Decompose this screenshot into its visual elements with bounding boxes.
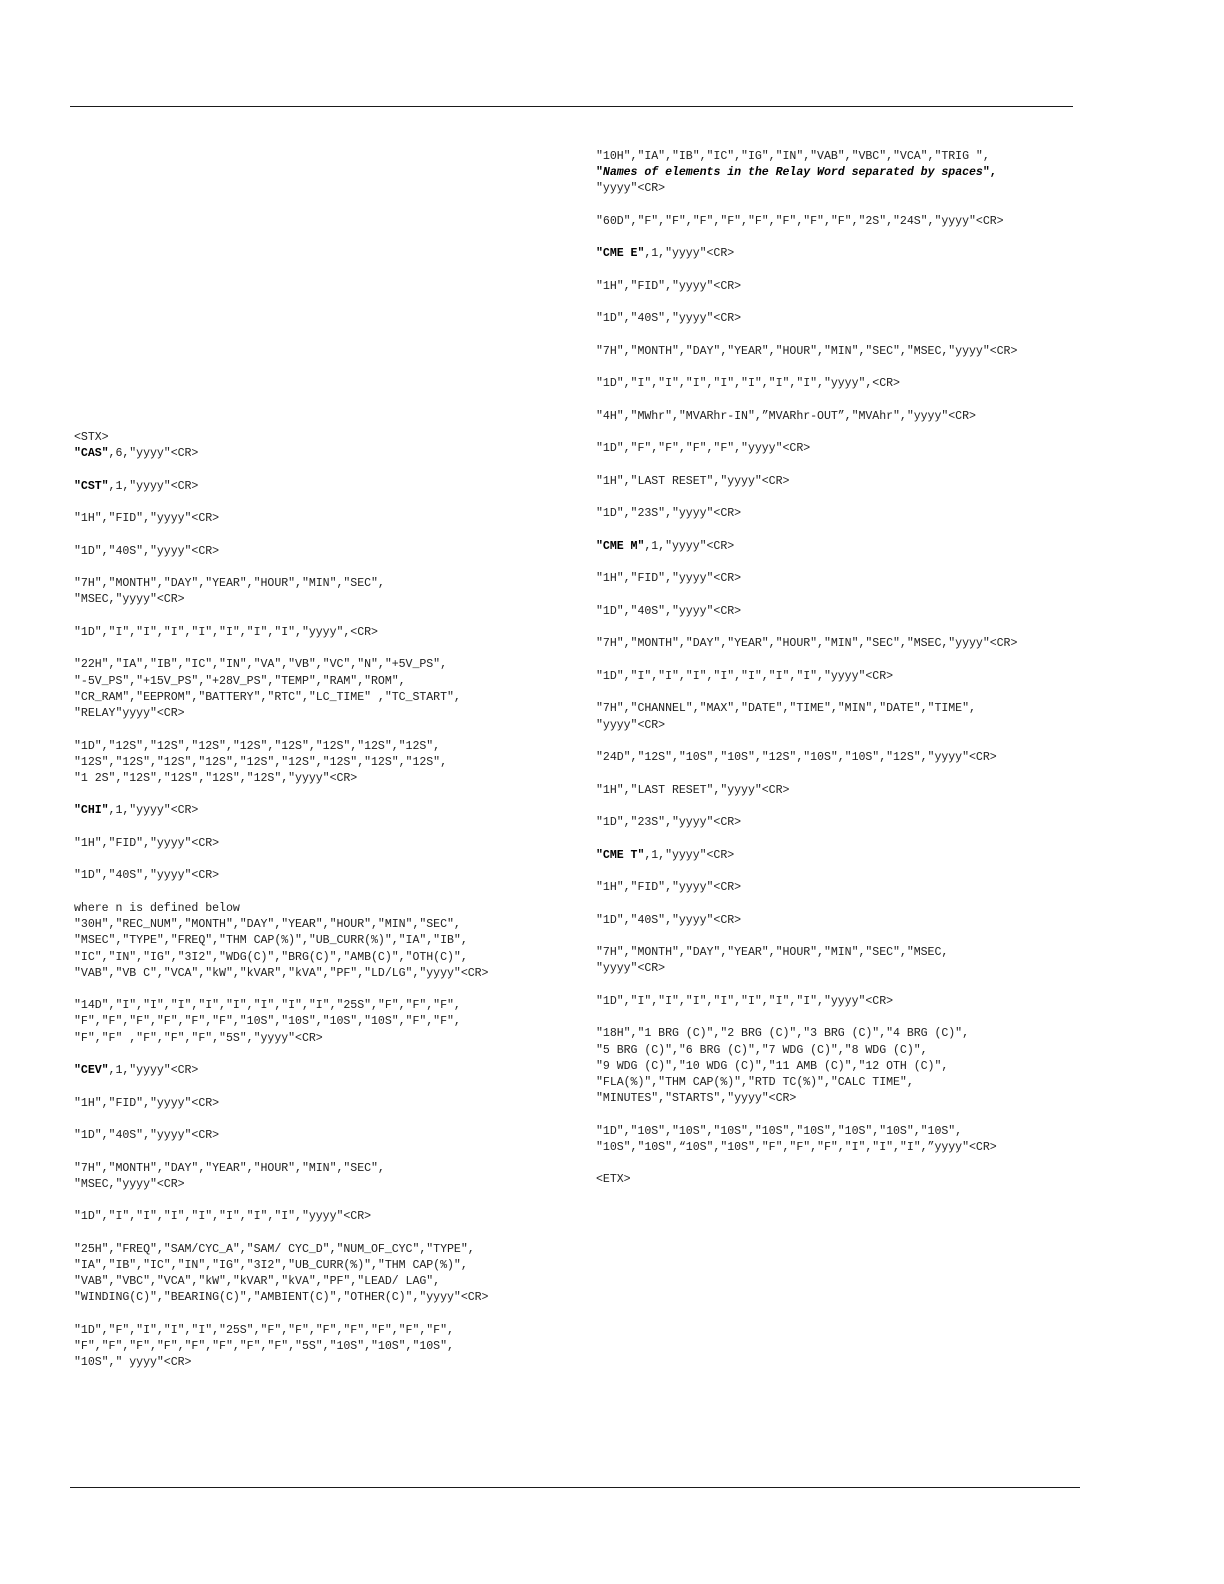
code-text: "VAB","VB C","VCA","kW","kVAR","kVA","PF","LD/LG","yyyy"<CR> bbox=[74, 966, 489, 980]
code-text: "1 2S","12S","12S","12S","12S","yyyy"<CR> bbox=[74, 771, 358, 785]
code-text: "22H","IA","IB","IC","IN","VA","VB","VC","N","+5V_PS", bbox=[74, 658, 447, 672]
code-text: "yyyy"<CR> bbox=[596, 962, 666, 976]
code-text: "MSEC,"yyyy"<CR> bbox=[74, 593, 185, 607]
code-line bbox=[74, 1323, 574, 1339]
code-text: "VAB","VBC","VCA","kW","kVAR","kVA","PF","LEAD/ LAG", bbox=[74, 1275, 441, 1289]
code-block bbox=[74, 430, 574, 462]
code-line bbox=[596, 1026, 1096, 1042]
code-block bbox=[596, 945, 1096, 977]
code-text: ,1,"yyyy"<CR> bbox=[108, 479, 199, 493]
code-text: "F","F","F","F","F","F","F","F","5S","10S","10S","10S", bbox=[74, 1340, 454, 1354]
code-line bbox=[74, 1209, 574, 1225]
code-line bbox=[596, 165, 1096, 181]
code-block bbox=[596, 149, 1096, 198]
command-name: ", bbox=[982, 166, 997, 180]
code-line bbox=[596, 1091, 1096, 1107]
code-text: ,1,"yyyy"<CR> bbox=[108, 1064, 199, 1078]
code-text: "yyyy"<CR> bbox=[596, 718, 666, 732]
code-block bbox=[74, 739, 574, 788]
code-line bbox=[74, 917, 574, 933]
code-line bbox=[596, 246, 1096, 262]
code-text: "1D","I","I","I","I","I","I","I","yyyy",<CR> bbox=[596, 377, 900, 391]
code-line bbox=[74, 1177, 574, 1193]
code-block bbox=[596, 474, 1096, 490]
code-line bbox=[596, 961, 1096, 977]
code-line bbox=[596, 311, 1096, 327]
code-line bbox=[74, 690, 574, 706]
code-block bbox=[596, 506, 1096, 522]
code-text: ,1,"yyyy"<CR> bbox=[644, 247, 735, 261]
code-block bbox=[74, 836, 574, 852]
code-block bbox=[74, 576, 574, 608]
code-text: ,1,"yyyy"<CR> bbox=[108, 804, 199, 818]
code-text: "7H","MONTH","DAY","YEAR","HOUR","MIN","SEC","MSEC, bbox=[596, 946, 949, 960]
right-column bbox=[596, 149, 1096, 1205]
code-line bbox=[74, 430, 574, 446]
code-text: "1D","23S","yyyy"<CR> bbox=[596, 816, 742, 830]
code-line bbox=[596, 701, 1096, 717]
code-text: "5 BRG (C)","6 BRG (C)","7 WDG (C)","8 WDG (C)", bbox=[596, 1043, 928, 1057]
code-line bbox=[596, 815, 1096, 831]
code-text: "7H","CHANNEL","MAX","DATE","TIME","MIN","DATE","TIME", bbox=[596, 702, 976, 716]
code-line bbox=[596, 880, 1096, 896]
code-block bbox=[596, 344, 1096, 360]
command-name: "CST" bbox=[74, 479, 109, 493]
header-rule bbox=[70, 106, 1073, 107]
code-text: "FLA(%)","THM CAP(%)","RTD TC(%)","CALC TIME", bbox=[596, 1075, 914, 1089]
code-block bbox=[74, 868, 574, 884]
code-text: "1D","40S","yyyy"<CR> bbox=[74, 544, 220, 558]
code-text: ,1,"yyyy"<CR> bbox=[644, 848, 735, 862]
code-line bbox=[74, 511, 574, 527]
code-block bbox=[596, 311, 1096, 327]
code-line bbox=[596, 994, 1096, 1010]
command-name: "CME M" bbox=[596, 539, 645, 553]
code-line bbox=[596, 1059, 1096, 1075]
code-text: "yyyy"<CR> bbox=[596, 182, 666, 196]
code-block bbox=[596, 279, 1096, 295]
command-name: "CME E" bbox=[596, 247, 645, 261]
code-line bbox=[74, 803, 574, 819]
code-block bbox=[596, 750, 1096, 766]
code-line bbox=[596, 279, 1096, 295]
code-block bbox=[74, 1209, 574, 1225]
code-text: "9 WDG (C)","10 WDG (C)","11 AMB (C)","12 OTH (C)", bbox=[596, 1059, 949, 1073]
code-line bbox=[596, 571, 1096, 587]
code-text: "MINUTES","STARTS","yyyy"<CR> bbox=[596, 1092, 797, 1106]
code-line bbox=[74, 1258, 574, 1274]
code-text: "10S"," yyyy"<CR> bbox=[74, 1356, 192, 1370]
code-text: "1D","F","F","F","F","yyyy"<CR> bbox=[596, 442, 811, 456]
command-name: "CEV" bbox=[74, 1064, 109, 1078]
code-block bbox=[596, 815, 1096, 831]
code-block bbox=[74, 1063, 574, 1079]
code-line bbox=[74, 739, 574, 755]
code-line bbox=[74, 1242, 574, 1258]
code-block bbox=[596, 701, 1096, 733]
code-line bbox=[596, 636, 1096, 652]
code-line bbox=[596, 848, 1096, 864]
code-block bbox=[596, 214, 1096, 230]
code-line bbox=[74, 1128, 574, 1144]
code-line bbox=[596, 1124, 1096, 1140]
code-text: "1D","40S","yyyy"<CR> bbox=[596, 604, 742, 618]
code-text: ,1,"yyyy"<CR> bbox=[644, 539, 735, 553]
code-text: "12S","12S","12S","12S","12S","12S","12S","12S","12S", bbox=[74, 755, 447, 769]
code-line bbox=[74, 998, 574, 1014]
code-text: "25H","FREQ","SAM/CYC_A","SAM/ CYC_D","NUM_OF_CYC","TYPE", bbox=[74, 1242, 475, 1256]
code-block bbox=[74, 544, 574, 560]
code-block bbox=[74, 803, 574, 819]
code-line bbox=[74, 1290, 574, 1306]
code-block bbox=[74, 1161, 574, 1193]
code-line bbox=[596, 1043, 1096, 1059]
code-line bbox=[596, 214, 1096, 230]
code-line bbox=[596, 669, 1096, 685]
code-line bbox=[74, 446, 574, 462]
code-text: "MSEC,"yyyy"<CR> bbox=[74, 1177, 185, 1191]
code-block bbox=[596, 376, 1096, 392]
code-text: <ETX> bbox=[596, 1173, 631, 1187]
code-line bbox=[596, 750, 1096, 766]
code-text: "1D","I","I","I","I","I","I","I","yyyy",<CR> bbox=[74, 625, 378, 639]
code-block bbox=[596, 1172, 1096, 1188]
code-line bbox=[74, 706, 574, 722]
code-line bbox=[596, 1075, 1096, 1091]
code-block bbox=[74, 479, 574, 495]
code-line bbox=[596, 181, 1096, 197]
code-line bbox=[74, 544, 574, 560]
footer-rule bbox=[70, 1487, 1080, 1488]
code-line bbox=[74, 966, 574, 982]
code-block bbox=[596, 441, 1096, 457]
code-text: "RELAY"yyyy"<CR> bbox=[74, 707, 185, 721]
code-text: "1D","40S","yyyy"<CR> bbox=[596, 312, 742, 326]
code-line bbox=[74, 674, 574, 690]
code-block bbox=[74, 901, 574, 982]
code-line bbox=[74, 1355, 574, 1371]
code-text: "4H","MWhr","MVARhr-IN",”MVARhr-OUT”,"MVAhr","yyyy"<CR> bbox=[596, 409, 976, 423]
code-line bbox=[74, 1339, 574, 1355]
placeholder-text: Names of elements in the Relay Word separated by spaces bbox=[602, 166, 983, 180]
code-line bbox=[596, 1140, 1096, 1156]
code-text: "7H","MONTH","DAY","YEAR","HOUR","MIN","SEC", bbox=[74, 1161, 385, 1175]
code-line bbox=[596, 945, 1096, 961]
code-text: "1D","I","I","I","I","I","I","I","yyyy"<CR> bbox=[596, 994, 894, 1008]
code-line bbox=[74, 901, 574, 917]
code-text: "1H","FID","yyyy"<CR> bbox=[596, 572, 742, 586]
code-text: "MSEC","TYPE","FREQ","THM CAP(%)","UB_CURR(%)","IA","IB", bbox=[74, 934, 468, 948]
code-block bbox=[596, 539, 1096, 555]
code-block bbox=[74, 1323, 574, 1372]
command-name: "CHI" bbox=[74, 804, 109, 818]
code-text: "IC","IN","IG","3I2","WDG(C)","BRG(C)","AMB(C)","OTH(C)", bbox=[74, 950, 468, 964]
code-text: "-5V_PS","+15V_PS","+28V_PS","TEMP","RAM","ROM", bbox=[74, 674, 406, 688]
code-text: "1H","FID","yyyy"<CR> bbox=[74, 512, 220, 526]
code-line bbox=[74, 592, 574, 608]
code-text: "1H","FID","yyyy"<CR> bbox=[74, 1096, 220, 1110]
code-block bbox=[74, 998, 574, 1047]
code-block bbox=[74, 657, 574, 722]
code-text: where n is defined below bbox=[74, 901, 240, 915]
code-text: "F","F","F","F","F","F","10S","10S","10S","10S","F","F", bbox=[74, 1015, 461, 1029]
code-line bbox=[596, 376, 1096, 392]
code-text: "1H","LAST RESET","yyyy"<CR> bbox=[596, 474, 790, 488]
code-text: "14D","I","I","I","I","I","I","I","I","25S","F","F","F", bbox=[74, 999, 461, 1013]
code-text: "1D","I","I","I","I","I","I","I","yyyy"<CR> bbox=[74, 1210, 372, 1224]
code-line bbox=[74, 755, 574, 771]
code-line bbox=[74, 1274, 574, 1290]
code-block bbox=[596, 669, 1096, 685]
code-text: "1D","12S","12S","12S","12S","12S","12S","12S","12S", bbox=[74, 739, 441, 753]
code-line bbox=[596, 474, 1096, 490]
code-block bbox=[74, 1128, 574, 1144]
code-line bbox=[596, 539, 1096, 555]
code-line bbox=[596, 718, 1096, 734]
code-line bbox=[74, 1096, 574, 1112]
code-line bbox=[74, 1031, 574, 1047]
code-text: "1D","I","I","I","I","I","I","I","yyyy"<CR> bbox=[596, 669, 894, 683]
code-block bbox=[596, 246, 1096, 262]
code-line bbox=[74, 1063, 574, 1079]
code-text: "1D","F","I","I","I","25S","F","F","F","F","F","F","F", bbox=[74, 1323, 454, 1337]
code-text: "7H","MONTH","DAY","YEAR","HOUR","MIN","SEC","MSEC,"yyyy"<CR> bbox=[596, 637, 1018, 651]
code-line bbox=[74, 1014, 574, 1030]
code-line bbox=[74, 950, 574, 966]
code-text: "WINDING(C)","BEARING(C)","AMBIENT(C)","OTHER(C)","yyyy"<CR> bbox=[74, 1291, 489, 1305]
code-block bbox=[74, 511, 574, 527]
code-text: "7H","MONTH","DAY","YEAR","HOUR","MIN","SEC","MSEC,"yyyy"<CR> bbox=[596, 344, 1018, 358]
code-line bbox=[596, 783, 1096, 799]
code-line bbox=[596, 506, 1096, 522]
code-block bbox=[596, 994, 1096, 1010]
code-line bbox=[74, 868, 574, 884]
code-block bbox=[596, 636, 1096, 652]
code-text: "1H","FID","yyyy"<CR> bbox=[596, 279, 742, 293]
command-name: "CME T" bbox=[596, 848, 645, 862]
code-text: <STX> bbox=[74, 431, 109, 444]
left-column bbox=[74, 430, 574, 1388]
code-text: "60D","F","F","F","F","F","F","F","F","2S","24S","yyyy"<CR> bbox=[596, 214, 1004, 228]
code-text: "CR_RAM","EEPROM","BATTERY","RTC","LC_TIME" ,"TC_START", bbox=[74, 690, 461, 704]
code-text: "30H","REC_NUM","MONTH","DAY","YEAR","HOUR","MIN","SEC", bbox=[74, 918, 461, 932]
command-name: " bbox=[596, 166, 603, 180]
code-text: "10S","10S",“10S","10S","F","F","F","I","I","I",”yyyy"<CR> bbox=[596, 1140, 997, 1154]
code-text: "F","F" ,"F","F","F","5S","yyyy"<CR> bbox=[74, 1031, 323, 1045]
code-text: "1D","10S","10S","10S","10S","10S","10S","10S","10S", bbox=[596, 1124, 963, 1138]
code-line bbox=[74, 771, 574, 787]
code-line bbox=[74, 625, 574, 641]
code-line bbox=[596, 149, 1096, 165]
code-text: "1H","FID","yyyy"<CR> bbox=[596, 881, 742, 895]
code-line bbox=[596, 1172, 1096, 1188]
code-block bbox=[596, 880, 1096, 896]
code-text: "1D","40S","yyyy"<CR> bbox=[74, 869, 220, 883]
code-line bbox=[596, 441, 1096, 457]
code-block bbox=[74, 1096, 574, 1112]
code-line bbox=[74, 479, 574, 495]
code-line bbox=[596, 409, 1096, 425]
code-block bbox=[596, 409, 1096, 425]
code-block bbox=[596, 783, 1096, 799]
command-name: "CAS" bbox=[74, 447, 109, 461]
code-line bbox=[74, 576, 574, 592]
code-block bbox=[596, 1124, 1096, 1156]
code-line bbox=[74, 1161, 574, 1177]
code-text: "18H","1 BRG (C)","2 BRG (C)","3 BRG (C)","4 BRG (C)", bbox=[596, 1027, 969, 1041]
code-block bbox=[74, 625, 574, 641]
code-line bbox=[596, 913, 1096, 929]
code-block bbox=[74, 1242, 574, 1307]
code-text: "1H","LAST RESET","yyyy"<CR> bbox=[596, 783, 790, 797]
code-text: "1D","40S","yyyy"<CR> bbox=[74, 1129, 220, 1143]
code-block bbox=[596, 848, 1096, 864]
code-line bbox=[596, 604, 1096, 620]
code-text: "1D","40S","yyyy"<CR> bbox=[596, 913, 742, 927]
code-text: "24D","12S","10S","10S","12S","10S","10S","12S","yyyy"<CR> bbox=[596, 751, 997, 765]
code-line bbox=[74, 657, 574, 673]
code-text: "IA","IB","IC","IN","IG","3I2","UB_CURR(%)","THM CAP(%)", bbox=[74, 1259, 468, 1273]
code-text: "7H","MONTH","DAY","YEAR","HOUR","MIN","SEC", bbox=[74, 577, 385, 591]
code-block bbox=[596, 604, 1096, 620]
code-block bbox=[596, 913, 1096, 929]
code-block bbox=[596, 1026, 1096, 1107]
code-text: "1H","FID","yyyy"<CR> bbox=[74, 836, 220, 850]
code-line bbox=[596, 344, 1096, 360]
code-text: "10H","IA","IB","IC","IG","IN","VAB","VBC","VCA","TRIG ", bbox=[596, 150, 990, 163]
code-block bbox=[596, 571, 1096, 587]
code-line bbox=[74, 836, 574, 852]
code-text: ,6,"yyyy"<CR> bbox=[108, 447, 199, 461]
code-text: "1D","23S","yyyy"<CR> bbox=[596, 507, 742, 521]
code-line bbox=[74, 933, 574, 949]
